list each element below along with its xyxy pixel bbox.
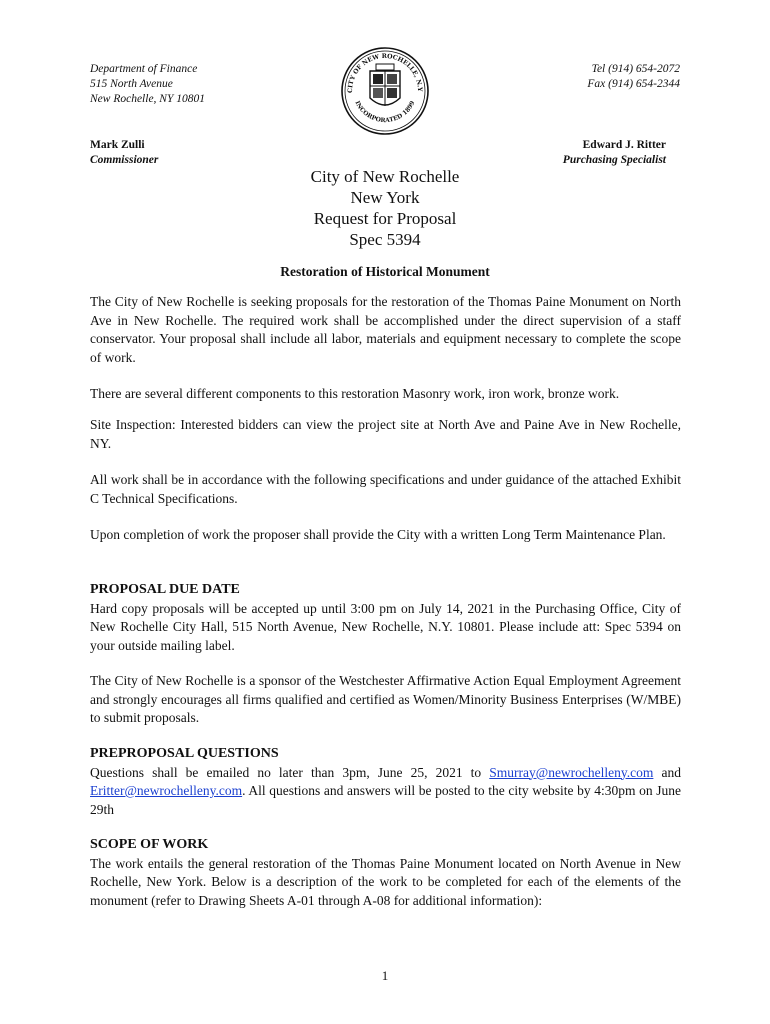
questions-heading: PREPROPOSAL QUESTIONS [90, 746, 279, 761]
city-address: New Rochelle, NY 10801 [90, 93, 205, 105]
preproposal-questions-section [90, 745, 681, 819]
proposal-due-section [90, 581, 681, 655]
specialist-title: Purchasing Specialist [562, 154, 666, 166]
title-line-spec: Spec 5394 [349, 230, 421, 249]
title-line-rfp: Request for Proposal [313, 209, 457, 228]
maintenance-paragraph: Upon completion of work the proposer shall provide the City with a written Long Term Maintenance Plan. [90, 527, 666, 542]
components-paragraph: There are several different components to this restoration Masonry work, iron work, bronze work. [90, 386, 620, 401]
site-inspection-paragraph: Site Inspection: Interested bidders can view the project site at North Ave and Paine Ave in New Rochelle, NY. [90, 417, 681, 451]
purchasing-specialist-block [563, 138, 666, 168]
questions-text-end: . All questions and answers will be posted to the city website by 4:30pm on June 29th [90, 783, 681, 817]
document-title [0, 166, 770, 250]
email-link-eritter[interactable]: Eritter@newrochelleny.com [90, 783, 243, 798]
department-address [90, 62, 205, 107]
questions-text-start: Questions shall be emailed no later than 3pm, June 25, 2021 to [90, 764, 490, 780]
specialist-name: Edward J. Ritter [582, 139, 666, 151]
title-line-state: New York [350, 188, 420, 207]
contact-info [587, 62, 680, 92]
commissioner-title: Commissioner [90, 154, 159, 166]
seal-top-text: CITY OF NEW ROCHELLE, N.Y [346, 52, 424, 94]
commissioner-name: Mark Zulli [90, 139, 145, 151]
scope-of-work-section [90, 836, 681, 910]
specifications-paragraph: All work shall be in accordance with the following specifications and under guidance of the attached Exhibit C Technical Specifications. [90, 472, 681, 506]
scope-heading: SCOPE OF WORK [90, 837, 209, 852]
proposal-due-body: Hard copy proposals will be accepted up until 3:00 pm on July 14, 2021 in the Purchasing Office, City of New Rochelle City Hall, 515 North Avenue, New Rochelle, N.Y. 10801. Please include att: Spec 5394 on your outside mailing label. [90, 600, 681, 653]
email-link-smurray[interactable]: Smurray@newrochelleny.com [489, 764, 654, 780]
proposal-due-heading: PROPOSAL DUE DATE [90, 582, 240, 597]
city-seal-logo [340, 46, 430, 136]
questions-text-mid: and [653, 764, 681, 780]
department-name: Department of Finance [90, 63, 198, 75]
scope-body: The work entails the general restoration of the Thomas Paine Monument located on North Avenue in New Rochelle, New York. Below is a description of the work to be completed for each of the elements of the monument (refer to Drawing Sheets A-01 through A-08 for additional information): [90, 855, 681, 908]
commissioner-block [90, 138, 158, 168]
page-number: 1 [381, 968, 389, 983]
sponsor-paragraph: The City of New Rochelle is a sponsor of the Westchester Affirmative Action Equal Employment Agreement and strongly encourages all firms qualified and certified as Women/Minority Business Enterprises (W/MBE) to submit proposals. [90, 673, 681, 725]
title-line-city: City of New Rochelle [310, 167, 460, 186]
intro-paragraph: The City of New Rochelle is seeking proposals for the restoration of the Thomas Paine Monument on North Ave in New Rochelle. The required work shall be accomplished under the direct supervision of a staff conservator. Your proposal shall include all labor, materials and equipment necessary to complete the scope of work. [90, 294, 681, 365]
fax: Fax (914) 654-2344 [587, 78, 680, 90]
seal-bottom-text: INCORPORATED 1899 [353, 99, 417, 125]
document-subtitle: Restoration of Historical Monument [280, 264, 490, 279]
telephone: Tel (914) 654-2072 [591, 63, 680, 75]
street-address: 515 North Avenue [90, 78, 173, 90]
